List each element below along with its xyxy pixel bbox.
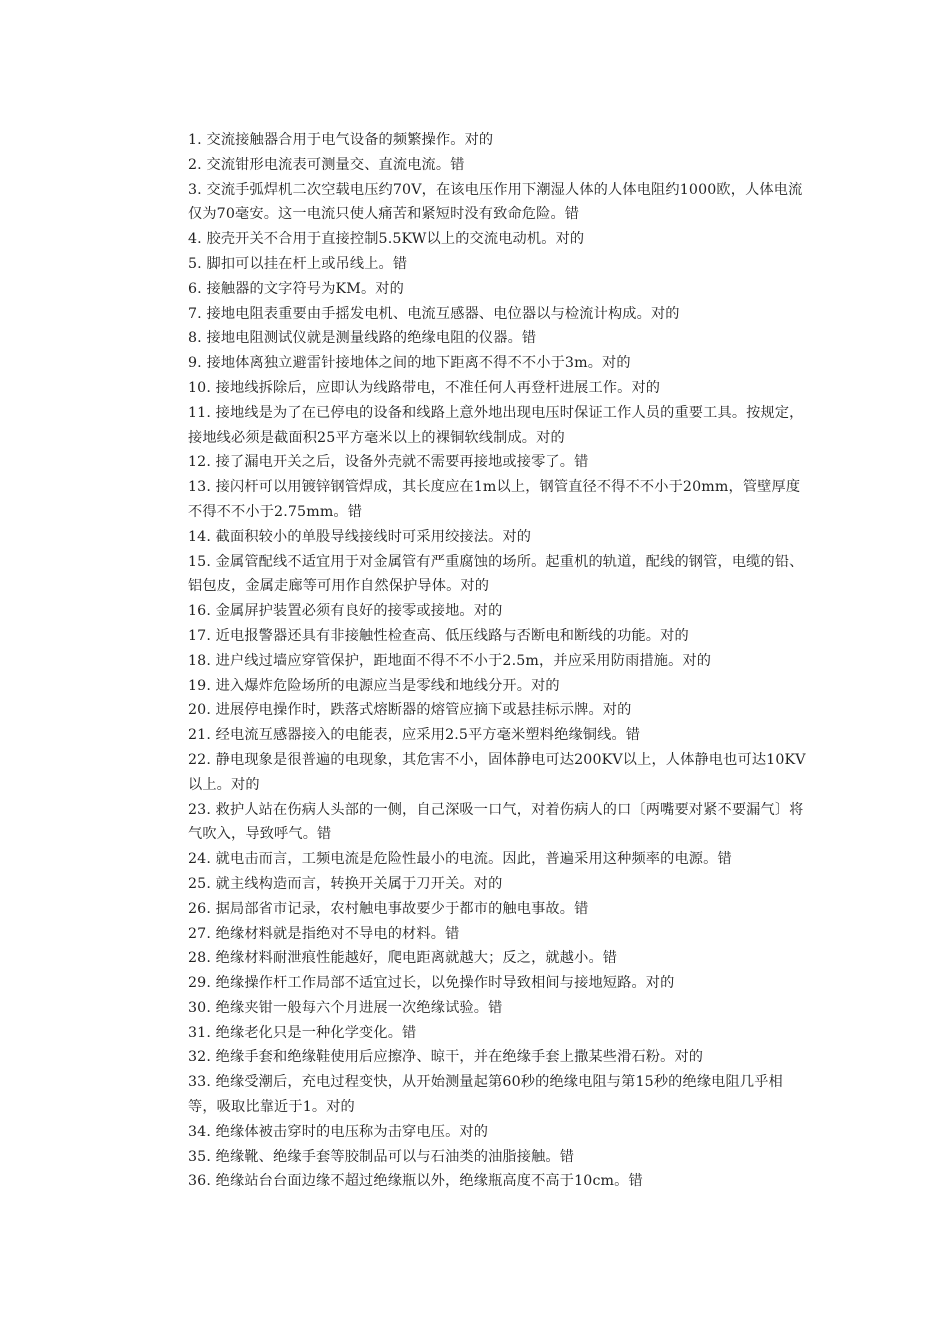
question-item: 27. 绝缘材料就是指绝对不导电的材料。错	[188, 925, 460, 942]
question-item: 25. 就主线构造而言，转换开关属于刀开关。对的	[188, 875, 503, 892]
question-item: 32. 绝缘手套和绝缘鞋使用后应擦净、晾干，并在绝缘手套上撒某些滑石粉。对的	[188, 1049, 704, 1066]
question-item: 28. 绝缘材料耐泄痕性能越好，爬电距离就越大；反之，就越小。错	[188, 950, 618, 967]
question-item: 29. 绝缘操作杆工作局部不适宜过长，以免操作时导致相间与接地短路。对的	[188, 975, 675, 992]
question-list	[188, 128, 808, 1194]
question-item: 19. 进入爆炸危险场所的电源应当是零线和地线分开。对的	[188, 677, 560, 694]
question-item: 17. 近电报警器还具有非接触性检查高、低压线路与否断电和断线的功能。对的	[188, 627, 689, 644]
question-item: 6. 接触器的文字符号为KM。对的	[188, 280, 404, 297]
question-item: 35. 绝缘靴、绝缘手套等胶制品可以与石油类的油脂接触。错	[188, 1148, 575, 1165]
question-item: 24. 就电击而言，工频电流是危险性最小的电流。因此，普遍采用这种频率的电源。错	[188, 851, 732, 868]
question-item: 22. 静电现象是很普遍的电现象，其危害不小，固体静电可达200KV以上，人体静电也可达10KV以上。对的	[188, 751, 806, 793]
question-item: 2. 交流钳形电流表可测量交、直流电流。错	[188, 156, 465, 173]
question-item: 34. 绝缘体被击穿时的电压称为击穿电压。对的	[188, 1123, 489, 1140]
question-item: 20. 进展停电操作时，跌落式熔断器的熔管应摘下或悬挂标示牌。对的	[188, 702, 632, 719]
question-item: 3. 交流手弧焊机二次空载电压约70V，在该电压作用下潮湿人体的人体电阻约1000欧，人体电流仅为70毫安。这一电流只使人痛苦和紧短时没有致命危险。错	[188, 181, 803, 223]
question-item: 8. 接地电阻测试仪就是测量线路的绝缘电阻的仪器。错	[188, 330, 537, 347]
question-item: 16. 金属屏护装置必须有良好的接零或接地。对的	[188, 603, 503, 620]
question-item: 1. 交流接触器合用于电气设备的频繁操作。对的	[188, 132, 494, 148]
question-item: 15. 金属管配线不适宜用于对金属管有严重腐蚀的场所。起重机的轨道，配线的钢管，电缆的铅、铝包皮，金属走廊等可用作自然保护导体。对的	[188, 553, 804, 595]
question-item: 10. 接地线拆除后，应即认为线路带电，不准任何人再登杆进展工作。对的	[188, 379, 661, 396]
question-item: 9. 接地体离独立避雷针接地体之间的地下距离不得不不小于3m。对的	[188, 355, 631, 372]
question-item: 30. 绝缘夹钳一般每六个月进展一次绝缘试验。错	[188, 999, 503, 1016]
question-item: 11. 接地线是为了在已停电的设备和线路上意外地出现电压时保证工作人员的重要工具。按规定，接地线必须是截面积25平方毫米以上的裸铜软线制成。对的	[188, 404, 804, 446]
question-item: 33. 绝缘受潮后，充电过程变快，从开始测量起第60秒的绝缘电阻与第15秒的绝缘电阻几乎相等，吸取比靠近于1。对的	[188, 1074, 783, 1116]
question-item: 12. 接了漏电开关之后，设备外壳就不需要再接地或接零了。错	[188, 454, 589, 471]
question-item: 7. 接地电阻表重要由手摇发电机、电流互感器、电位器以与检流计构成。对的	[188, 305, 680, 322]
question-item: 14. 截面积较小的单股导线接线时可采用绞接法。对的	[188, 528, 532, 545]
question-item: 21. 经电流互感器接入的电能表，应采用2.5平方毫米塑料绝缘铜线。错	[188, 727, 641, 744]
question-item: 31. 绝缘老化只是一种化学变化。错	[188, 1024, 417, 1041]
question-item: 18. 进户线过墙应穿管保护，距地面不得不不小于2.5m，并应采用防雨措施。对的	[188, 652, 712, 669]
question-item: 23. 救护人站在伤病人头部的一侧，自己深吸一口气，对着伤病人的口〔两嘴要对紧不要漏气〕将气吹入，导致呼气。错	[188, 801, 804, 843]
question-item: 4. 胶壳开关不合用于直接控制5.5KW以上的交流电动机。对的	[188, 231, 585, 248]
question-item: 5. 脚扣可以挂在杆上或吊线上。错	[188, 255, 408, 272]
question-item: 13. 接闪杆可以用镀锌钢管焊成，其长度应在1m以上，钢管直径不得不不小于20mm，管壁厚度不得不不小于2.75mm。错	[188, 479, 801, 520]
question-item: 26. 据局部省市记录，农村触电事故要少于都市的触电事故。错	[188, 900, 589, 917]
question-item: 36. 绝缘站台台面边缘不超过绝缘瓶以外，绝缘瓶高度不高于10cm。错	[188, 1173, 643, 1190]
